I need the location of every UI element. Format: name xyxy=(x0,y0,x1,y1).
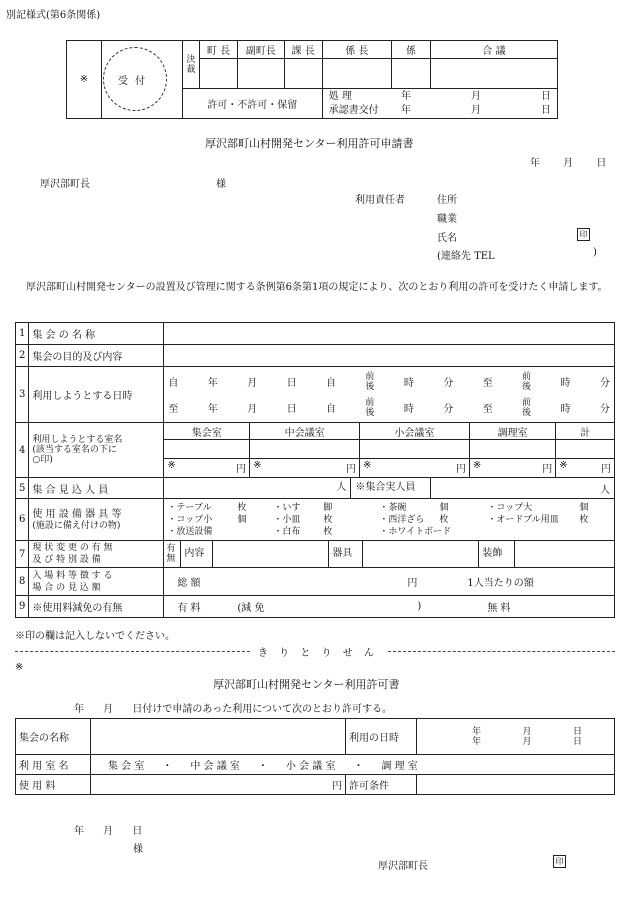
month-unit: 月 xyxy=(471,104,481,116)
contact-label: (連絡先 TEL xyxy=(437,251,495,262)
stamp-deputy xyxy=(238,59,285,89)
form-label: 別記様式(第6条関係) xyxy=(6,10,101,21)
am-label: 前 xyxy=(365,397,375,408)
role-subsection-chief: 係 長 xyxy=(322,41,391,59)
equipment-unit: 脚 xyxy=(323,502,333,513)
admission-field[interactable] xyxy=(164,568,615,596)
cutline-right xyxy=(388,651,615,652)
room-fee-cell xyxy=(469,458,555,477)
contact-close: ) xyxy=(593,247,597,258)
permit-issuer: 厚沢部町長 xyxy=(378,861,428,872)
actual-attendance-label: ※集合実人員 xyxy=(351,478,431,498)
month-unit: 月 xyxy=(471,90,481,102)
permit-room-kitchen: 調 理 室 xyxy=(381,761,418,772)
receipt-label: 受 付 xyxy=(118,76,148,87)
equipment-item: ・ホワイトボード xyxy=(379,526,452,537)
equipment-item: ・白布 xyxy=(273,526,301,537)
year-unit: 年 xyxy=(207,378,218,389)
year-unit: 年 xyxy=(401,104,411,116)
fee-value[interactable]: 円 xyxy=(91,775,346,795)
addressee: 厚沢部町長 xyxy=(40,179,90,190)
attendance-field[interactable] xyxy=(164,478,615,499)
change-field[interactable] xyxy=(164,541,615,568)
yen-unit: 円 xyxy=(601,464,611,476)
name-label: 氏名 xyxy=(437,233,457,244)
admission-label: 入 場 料 等 徴 す る xyxy=(32,570,113,581)
fee-label: 使 用 料 xyxy=(16,775,91,795)
am-label: 前 xyxy=(365,371,375,382)
row-number: 5 xyxy=(16,478,29,499)
minute-unit: 分 xyxy=(599,404,610,415)
row-label: 集会の目的及び内容 xyxy=(29,345,164,367)
pm-label: 後 xyxy=(365,407,375,418)
meeting-name-value[interactable] xyxy=(91,719,346,755)
yen-unit: 円 xyxy=(236,464,247,476)
exempt-option: (減 免 xyxy=(237,603,265,614)
hour-unit: 時 xyxy=(403,404,414,415)
equipment-list[interactable] xyxy=(164,499,615,541)
datetime-field[interactable] xyxy=(164,367,615,423)
room-mark-cell[interactable] xyxy=(164,440,249,459)
mark: ※ xyxy=(253,460,262,472)
hour-unit: 時 xyxy=(560,378,571,389)
room-medium-meeting: 中会議室 xyxy=(250,423,360,440)
note-text: ※印の欄は記入しないでください。 xyxy=(15,631,175,642)
row-number: 1 xyxy=(16,323,29,345)
permit-sama: 様 xyxy=(133,844,143,855)
from-time-label: 自 xyxy=(326,378,336,389)
room-name-options[interactable] xyxy=(91,755,615,775)
permit-date: 年 月 日 xyxy=(74,826,143,837)
permit-title: 厚沢部町山村開発センター利用許可書 xyxy=(213,678,400,691)
content-label: 内容 xyxy=(181,541,213,567)
month-unit: 月 xyxy=(522,726,532,737)
equipment-item: ・西洋ざら xyxy=(379,514,425,525)
row-label xyxy=(29,568,164,596)
equipment-item: ・コップ小 xyxy=(167,514,213,525)
cutline-label: き り と り せ ん xyxy=(258,648,378,659)
paid-option: 有 料 xyxy=(177,603,201,614)
row-number: 9 xyxy=(16,596,29,618)
role-section-chief: 課 長 xyxy=(284,41,322,59)
row-number: 8 xyxy=(16,568,29,596)
seal-mark xyxy=(577,228,590,241)
row-number: 7 xyxy=(16,541,29,568)
equipment-unit: 枚 xyxy=(323,514,333,525)
intro-text: 厚沢部町山村開発センターの設置及び管理に関する条例第6条第1項の規定により、次のとおり利用の許可を受けたく申請します。 xyxy=(26,282,608,293)
role-consultation: 合 議 xyxy=(431,41,558,59)
role-deputy: 副町長 xyxy=(238,41,285,59)
year-unit: 年 xyxy=(207,404,218,415)
conditions-value[interactable] xyxy=(417,775,615,795)
exempt-close: ) xyxy=(417,601,422,612)
month-unit: 月 xyxy=(247,378,258,389)
equipment-item: ・いす xyxy=(273,502,301,513)
row-label xyxy=(29,541,164,568)
decoration-label: 装飾 xyxy=(479,541,515,567)
yes-label: 有 xyxy=(166,544,176,554)
room-mark-cell[interactable] xyxy=(250,440,360,459)
separator: ・ xyxy=(162,761,173,772)
free-option: 無 料 xyxy=(487,603,511,614)
yen-unit: 円 xyxy=(542,464,553,476)
row-number: 6 xyxy=(16,499,29,541)
row-number: 3 xyxy=(16,367,29,423)
equipment-sublabel: (施設に備え付けの物) xyxy=(32,521,121,531)
day-unit: 日 xyxy=(286,404,297,415)
row-label: ※使用料減免の有無 xyxy=(29,596,164,618)
row-label: 集 会 の 名 称 xyxy=(29,323,164,345)
hour-unit: 時 xyxy=(560,404,571,415)
equipment-item: ・コップ大 xyxy=(487,502,533,513)
am-label: 前 xyxy=(522,397,532,408)
month-unit: 月 xyxy=(247,404,258,415)
cert-issue-label: 承認書交付 xyxy=(328,104,379,116)
separator: ・ xyxy=(353,761,364,772)
mark: ※ xyxy=(167,460,176,472)
mark: ※ xyxy=(363,460,372,472)
room-fee-cell xyxy=(556,458,614,477)
room-total: 計 xyxy=(556,423,614,440)
permit-room-medium: 中 会 議 室 xyxy=(190,761,240,772)
stamp-mayor xyxy=(200,59,238,89)
conditions-label: 許可条件 xyxy=(346,775,417,795)
pm-label: 後 xyxy=(522,407,532,418)
process-label: 処 理 xyxy=(328,90,352,102)
yen-unit: 円 xyxy=(455,464,466,476)
stamp-subsection-chief xyxy=(322,59,391,89)
meeting-name-field[interactable] xyxy=(164,323,615,345)
equipment-item: ・放送設備 xyxy=(167,526,213,537)
day-unit: 日 xyxy=(541,104,551,116)
application-table xyxy=(15,322,615,618)
use-datetime-value[interactable] xyxy=(417,719,615,755)
day-unit: 日 xyxy=(572,736,582,747)
separator: ・ xyxy=(257,761,268,772)
equipment-item: ・茶碗 xyxy=(379,502,407,513)
room-assembly: 集会室 xyxy=(164,423,249,440)
role-staff: 係 xyxy=(391,41,430,59)
person-unit: 人 xyxy=(600,484,610,496)
role-mayor: 町 長 xyxy=(200,41,238,59)
row-label xyxy=(29,499,164,541)
room-sublabel: ○印) xyxy=(32,455,53,465)
to-label: 至 xyxy=(168,404,179,415)
day-unit: 日 xyxy=(572,726,582,737)
permit-seal xyxy=(553,855,566,868)
stamp-staff xyxy=(391,59,430,89)
yen-unit: 円 xyxy=(407,578,418,589)
room-kitchen: 調理室 xyxy=(469,423,555,440)
person-unit: 人 xyxy=(164,478,351,498)
year-unit: 年 xyxy=(472,736,482,747)
occupation-label: 職業 xyxy=(437,214,457,225)
application-date: 年 月 日 xyxy=(530,158,613,169)
cutline-left xyxy=(15,651,250,652)
equipment-item: ・テーブル xyxy=(167,502,212,513)
seal-icon: 印 xyxy=(553,855,566,868)
to-time-label: 至 xyxy=(482,404,493,415)
total-label: 総 額 xyxy=(177,578,201,589)
equipment-unit: 枚 xyxy=(439,514,449,525)
change-label: 及 び 特 別 設 備 xyxy=(32,555,101,565)
room-mark-cell[interactable] xyxy=(556,440,614,459)
room-name-label: 利 用 室 名 xyxy=(16,755,91,775)
year-unit: 年 xyxy=(401,90,411,102)
row-label: 利用しようとする日時 xyxy=(29,367,164,423)
permit-mark: ※ xyxy=(15,662,24,673)
equipment-label: 使 用 設 備 器 具 等 xyxy=(32,509,122,520)
hour-unit: 時 xyxy=(403,378,414,389)
equipment-item: ・オードブル用皿 xyxy=(487,514,559,525)
day-unit: 日 xyxy=(286,378,297,389)
month-unit: 月 xyxy=(522,736,532,747)
addressee-sama: 様 xyxy=(216,179,226,190)
responsible-label: 利用責任者 xyxy=(355,195,405,206)
minute-unit: 分 xyxy=(443,404,454,415)
stamp-consultation xyxy=(431,59,558,89)
room-fee-cell xyxy=(250,458,360,477)
process-dates xyxy=(322,89,557,119)
room-mark-cell[interactable] xyxy=(469,440,555,459)
minute-unit: 分 xyxy=(599,378,610,389)
application-title: 厚沢部町山村開発センター利用許可申請書 xyxy=(205,137,414,150)
room-sublabel: (該当する室名の下に xyxy=(32,445,117,455)
address-label: 住所 xyxy=(437,195,457,206)
permit-room-assembly: 集 会 室 xyxy=(108,761,145,772)
yen-unit: 円 xyxy=(346,464,356,476)
row-number: 4 xyxy=(16,423,29,478)
mark-cell: ※ xyxy=(67,41,102,119)
pm-label: 後 xyxy=(365,381,375,392)
seal-icon: 印 xyxy=(577,228,590,241)
room-mark-cell[interactable] xyxy=(360,440,470,459)
equipment-unit: 枚 xyxy=(323,526,333,537)
exemption-field[interactable] xyxy=(164,596,615,618)
equipment-unit: 枚 xyxy=(237,502,247,513)
no-label: 無 xyxy=(166,554,176,564)
mark: ※ xyxy=(472,460,482,472)
equipment-unit: 個 xyxy=(237,514,247,525)
year-unit: 年 xyxy=(472,726,482,737)
to-time-label: 至 xyxy=(482,378,493,389)
meeting-name-label: 集会の名称 xyxy=(16,719,91,755)
day-unit: 日 xyxy=(541,90,551,102)
am-label: 前 xyxy=(522,371,532,382)
change-label: 現 状 変 更 の 有 無 xyxy=(32,543,113,553)
admission-label: 場 合 の 見 込 額 xyxy=(32,582,101,593)
stamp-section-chief xyxy=(284,59,322,89)
per-person-label: 1人当たりの額 xyxy=(467,578,534,589)
room-small-meeting: 小会議室 xyxy=(360,423,470,440)
row-label xyxy=(29,423,164,478)
permit-table xyxy=(15,718,615,795)
permit-room-small: 小 会 議 室 xyxy=(285,761,336,772)
equipment-item: ・小皿 xyxy=(273,514,301,525)
purpose-field[interactable] xyxy=(164,345,615,367)
room-label: 利用しようとする室名 xyxy=(32,435,123,445)
permit-sentence: 年 月 日付けで申請のあった利用について次のとおり許可する。 xyxy=(74,704,393,715)
row-number: 2 xyxy=(16,345,29,367)
permit-options: 許可・不許可・保留 xyxy=(183,89,323,119)
room-fee-cell xyxy=(360,458,470,477)
from-label: 自 xyxy=(168,378,179,389)
decision-label: 決裁 xyxy=(183,41,200,89)
equipment-unit: 枚 xyxy=(579,514,589,525)
room-grid xyxy=(164,423,615,478)
equipment-unit: 個 xyxy=(439,502,449,513)
row-label: 集 合 見 込 人 員 xyxy=(29,478,164,499)
mark: ※ xyxy=(559,460,568,472)
fixtures-label: 器具 xyxy=(329,541,363,567)
room-fee-cell xyxy=(164,458,249,477)
use-datetime-label: 利用の日時 xyxy=(346,719,417,755)
equipment-unit: 個 xyxy=(579,502,589,513)
minute-unit: 分 xyxy=(443,378,454,389)
from-time-label: 自 xyxy=(326,404,336,415)
pm-label: 後 xyxy=(522,381,532,392)
